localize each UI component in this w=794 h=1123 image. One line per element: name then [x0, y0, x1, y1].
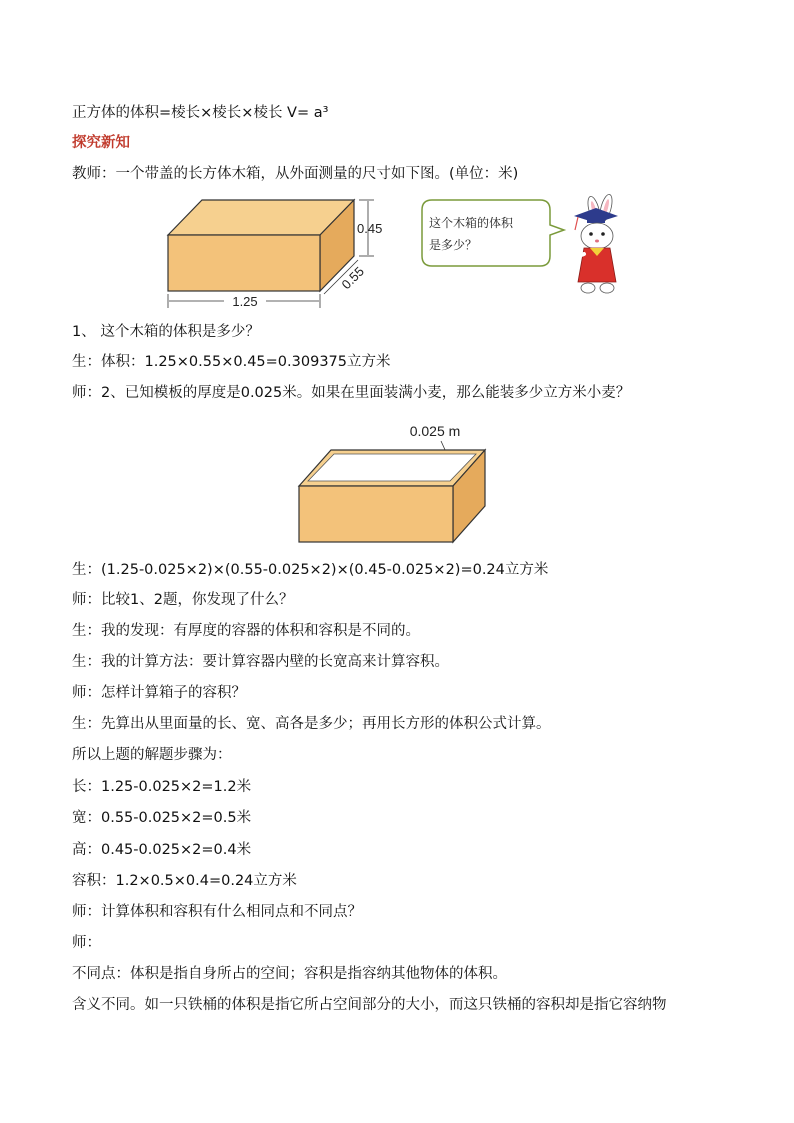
box-opening	[308, 454, 476, 481]
answer-3: 生：我的发现：有厚度的容器的体积和容积是不同的。	[72, 623, 420, 639]
box-front-face	[299, 486, 453, 542]
wooden-box-figure	[150, 190, 640, 312]
question-1: 1、 这个木箱的体积是多少？	[72, 324, 260, 340]
step-length: 长：1.25-0.025×2=1.2米	[72, 779, 252, 795]
difference-text: 不同点：体积是指自身所占的空间；容积是指容纳其他物体的体积。	[72, 966, 507, 982]
teacher-label: 师：	[72, 935, 101, 951]
rabbit-teacher-icon	[566, 193, 618, 293]
thickness-label: 0.025 m	[409, 423, 461, 439]
open-box-figure	[295, 418, 505, 548]
speech-line-2: 是多少？	[429, 238, 478, 252]
step-volume: 容积：1.2×0.5×0.4=0.24立方米	[72, 873, 297, 889]
step-width: 宽：0.55-0.025×2=0.5米	[72, 810, 252, 826]
answer-5: 生：先算出从里面量的长、宽、高各是多少；再用长方形的体积公式计算。	[72, 716, 551, 732]
volume-formula: 正方体的体积=棱长×棱长×棱长 V= a³	[72, 105, 329, 121]
steps-intro: 所以上题的解题步骤为：	[72, 747, 232, 763]
question-2: 师：2、已知模板的厚度是0.025米。如果在里面装满小麦，那么能装多少立方米小麦？	[72, 385, 631, 401]
question-4: 师：怎样计算箱子的容积？	[72, 685, 246, 701]
answer-1: 生：体积：1.25×0.55×0.45=0.309375立方米	[72, 354, 391, 370]
speech-bubble	[422, 200, 564, 266]
length-label: 1.25	[232, 294, 258, 309]
depth-label: 0.55	[338, 263, 368, 293]
answer-4: 生：我的计算方法：要计算容器内壁的长宽高来计算容积。	[72, 654, 449, 670]
speech-line-1: 这个木箱的体积	[429, 216, 514, 230]
section-heading: 探究新知	[72, 135, 130, 151]
meaning-text: 含义不同。如一只铁桶的体积是指它所占空间部分的大小，而这只铁桶的容积却是指它容纳物	[72, 997, 667, 1013]
teacher-intro: 教师：一个带盖的长方体木箱，从外面测量的尺寸如下图。(单位：米)	[72, 166, 519, 182]
step-height: 高：0.45-0.025×2=0.4米	[72, 842, 252, 858]
height-label: 0.45	[357, 221, 383, 236]
question-5: 师：计算体积和容积有什么相同点和不同点？	[72, 904, 362, 920]
answer-2: 生：(1.25-0.025×2)×(0.55-0.025×2)×(0.45-0.025×2)=0.24立方米	[72, 562, 549, 578]
question-3: 师：比较1、2题，你发现了什么？	[72, 592, 294, 608]
box-front-face	[168, 235, 320, 291]
